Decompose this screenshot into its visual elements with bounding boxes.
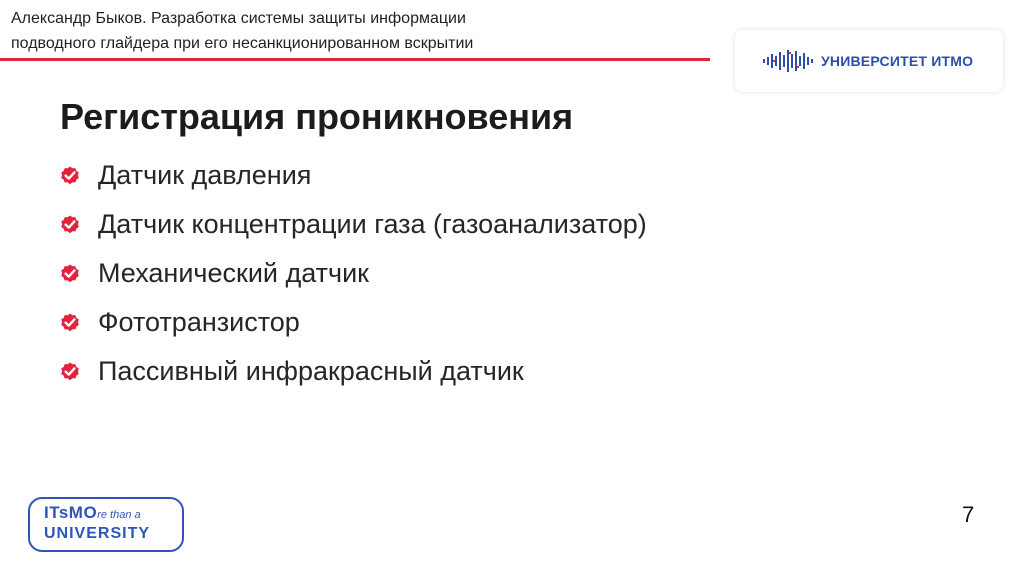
list-item — [60, 347, 647, 396]
bullet-text: Датчик концентрации газа (газоанализатор) — [98, 209, 647, 239]
check-icon — [60, 264, 80, 284]
logo-tagline: re than a — [97, 509, 141, 521]
bullet-list — [60, 151, 647, 396]
bullet-text: Фототранзистор — [98, 307, 300, 337]
page-number: 7 — [962, 502, 975, 527]
bullet-text: Механический датчик — [98, 258, 369, 288]
check-icon — [60, 362, 80, 382]
logo-itmo-text: ITsMO — [44, 503, 98, 522]
header-line-1: Александр Быков. Разработка системы защиты информации — [11, 10, 466, 27]
check-icon — [60, 313, 80, 333]
logo-university-text: UNIVERSITY — [44, 525, 151, 542]
check-icon — [60, 215, 80, 235]
itmo-university-logo — [28, 497, 184, 552]
bullet-text: Датчик давления — [98, 160, 312, 190]
check-icon — [60, 166, 80, 186]
slide-header — [11, 6, 611, 56]
list-item — [60, 249, 647, 298]
itmo-dots-icon — [763, 48, 813, 74]
header-divider — [0, 58, 710, 61]
logo-top-line — [44, 503, 141, 523]
itmo-logo — [735, 30, 1003, 92]
bullet-text: Пассивный инфракрасный датчик — [98, 356, 524, 386]
slide-title: Регистрация проникновения — [60, 96, 574, 137]
header-line-2: подводного глайдера при его несанкционированном вскрытии — [11, 35, 474, 52]
list-item — [60, 298, 647, 347]
logo-text: УНИВЕРСИТЕТ ИТМО — [821, 53, 974, 69]
list-item — [60, 200, 647, 249]
list-item — [60, 151, 647, 200]
